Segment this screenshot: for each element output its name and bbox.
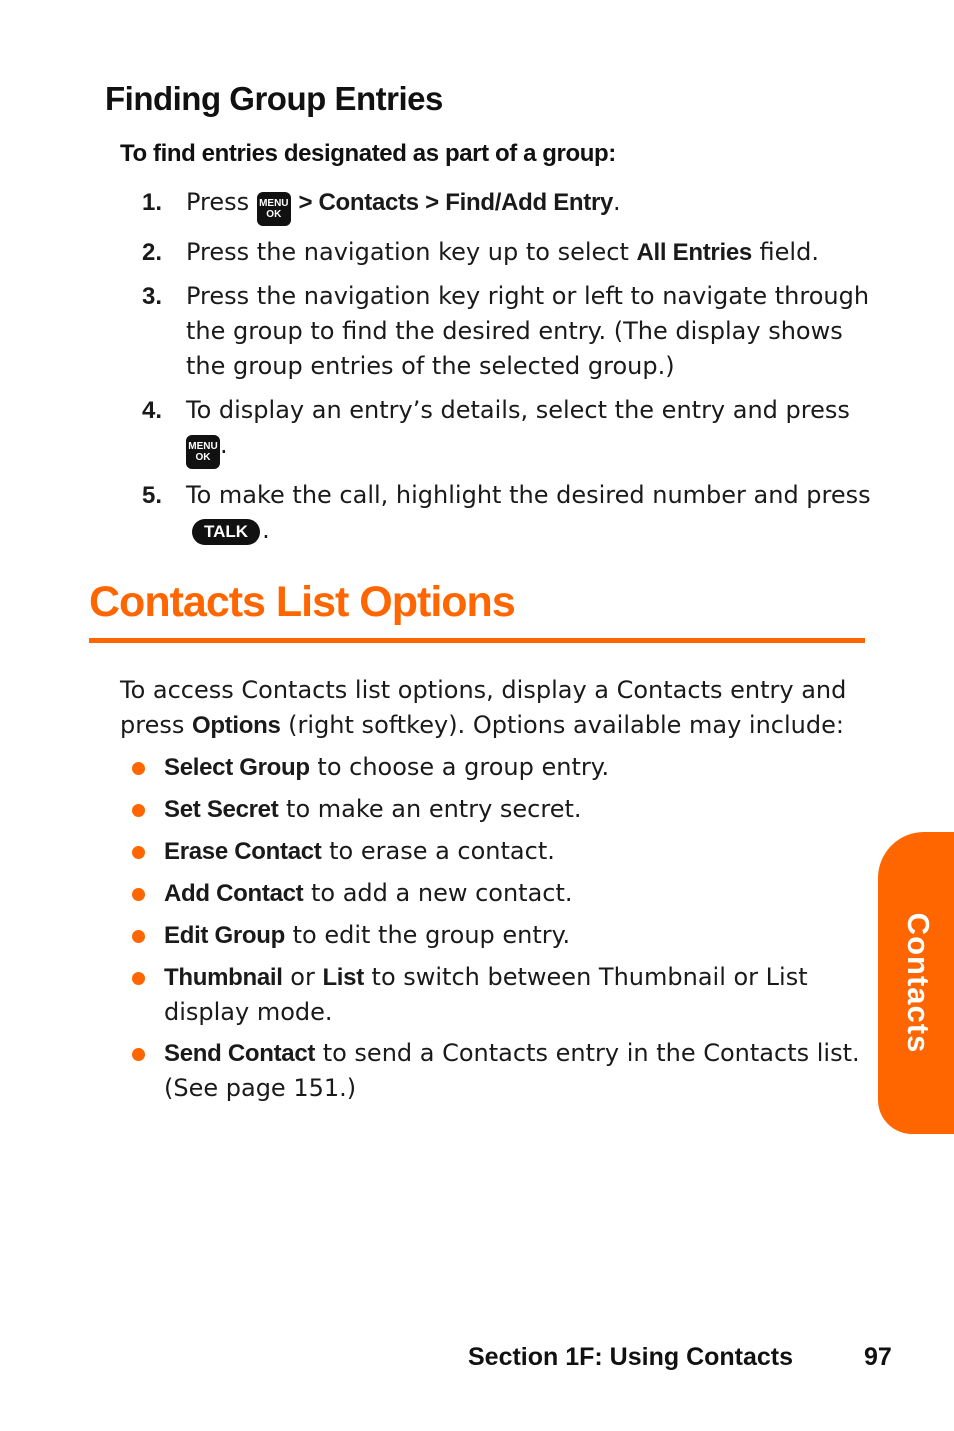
bullet-icon <box>132 930 145 943</box>
menu-ok-key-icon: MENU OK <box>257 192 291 226</box>
step-number: 4. <box>142 397 163 424</box>
step-number: 5. <box>142 482 163 509</box>
list-item: Thumbnail or List to switch between Thumbnail or List display mode. <box>130 960 860 1029</box>
bullet-icon <box>132 1048 145 1061</box>
section-heading: Finding Group Entries <box>105 80 443 117</box>
list-item: Erase Contact to erase a contact. <box>130 834 860 869</box>
talk-key-icon: TALK <box>192 519 260 545</box>
step-text: Press the navigation key up to select <box>186 238 637 266</box>
list-item: Edit Group to edit the group entry. <box>130 918 860 953</box>
step-bold: All Entries <box>636 239 752 266</box>
footer-section-title: Section 1F: Using Contacts <box>468 1343 794 1371</box>
step-item: 4. To display an entry’s details, select the entry and press MENU OK . <box>142 393 877 469</box>
step-text: Press the navigation key right or left to navigate through the group to find the desired entry. (The display shows the group entries of the selected group.) <box>186 282 870 380</box>
menu-ok-key-icon: MENU OK <box>186 435 220 469</box>
bullet-icon <box>132 972 145 985</box>
step-number: 2. <box>142 239 163 266</box>
page-title: Contacts List Options <box>89 578 515 626</box>
step-path: > Contacts > Find/Add Entry <box>298 189 614 216</box>
section-side-tab <box>878 832 954 1134</box>
step-text: Press <box>186 188 257 216</box>
step-item <box>142 279 877 384</box>
list-item: Add Contact to add a new contact. <box>130 876 860 911</box>
page-number: 97 <box>864 1343 892 1371</box>
side-tab-label: Contacts <box>901 912 936 1054</box>
list-item: Select Group to choose a group entry. <box>130 750 860 785</box>
bullet-icon <box>132 846 145 859</box>
list-item: Send Contact to send a Contacts entry in the Contacts list. (See page 151.) <box>130 1036 860 1105</box>
step-item: 5. To make the call, highlight the desired number and press TALK . <box>142 478 877 548</box>
step-text: To display an entry’s details, select the entry and press <box>186 396 850 424</box>
step-item: 2. Press the navigation key up to select All Entries field. <box>142 235 877 270</box>
list-item: Set Secret to make an entry secret. <box>130 792 860 827</box>
steps-list <box>142 185 877 557</box>
bullet-icon <box>132 762 145 775</box>
options-intro: To access Contacts list options, display a Contacts entry and press Options (right softkey). Options available may include: <box>120 676 847 739</box>
bullet-icon <box>132 804 145 817</box>
step-item: 1. Press MENU OK > Contacts > Find/Add Entry. <box>142 185 877 226</box>
step-number: 3. <box>142 283 163 310</box>
procedure-lead: To find entries designated as part of a group: <box>120 140 616 167</box>
bullet-icon <box>132 888 145 901</box>
step-number: 1. <box>142 189 163 216</box>
options-list <box>130 750 860 1112</box>
step-text: To make the call, highlight the desired number and press <box>186 481 871 509</box>
title-divider <box>89 638 865 643</box>
